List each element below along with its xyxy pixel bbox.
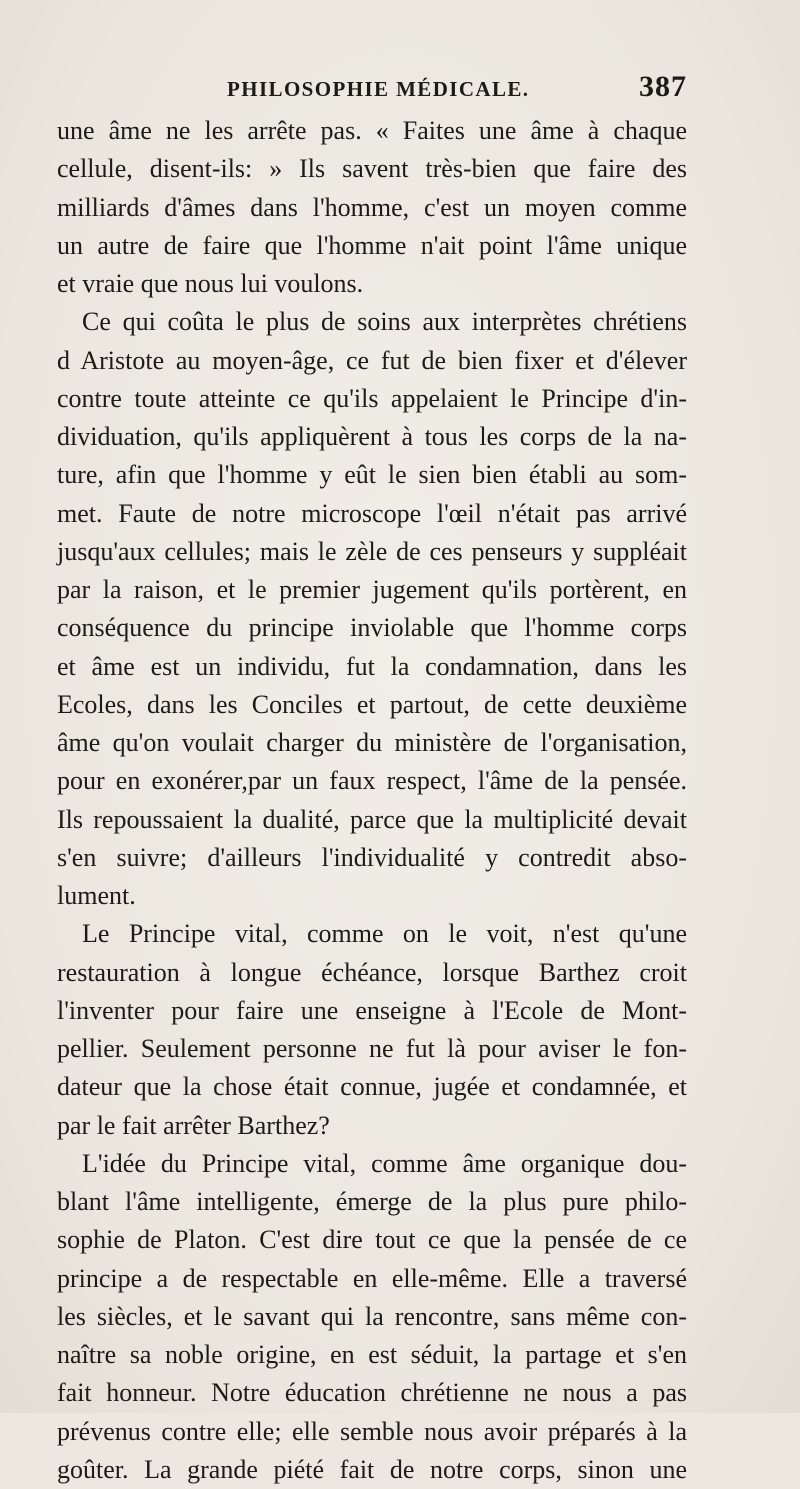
text-line: Ce qui coûta le plus de soins aux interprètes chrétiens <box>82 307 687 337</box>
text-line: naître sa noble origine, en est séduit, la partage et s'en <box>57 1340 687 1369</box>
text-line: contre toute atteinte ce qu'ils appelaient le Principe d'in- <box>57 383 687 413</box>
text-line: pour en exonérer,par un faux respect, l'âme de la pensée. <box>57 766 687 796</box>
text-line: ture, afin que l'homme y eût le sien bien établi au som- <box>57 460 687 490</box>
text-line: Ecoles, dans les Conciles et partout, de cette deuxième <box>57 689 687 719</box>
text-line: pellier. Seulement personne ne fut là pour aviser le fon- <box>57 1034 687 1063</box>
text-line: principe a de respectable en elle-même. Elle a traversé <box>57 1263 687 1293</box>
text-line: Ils repoussaient la dualité, parce que la multiplicité devait <box>57 804 687 834</box>
page-number: 387 <box>639 70 687 103</box>
text-line: cellule, disent-ils: » Ils savent très-bien que faire des <box>57 154 687 184</box>
text-line: goûter. La grande piété fait de notre corps, sinon une <box>57 1454 687 1484</box>
text-line: lument. <box>57 881 136 910</box>
text-line: conséquence du principe inviolable que l'homme corps <box>57 613 687 643</box>
text-line: par la raison, et le premier jugement qu'ils portèrent, en <box>57 575 687 604</box>
text-line: restauration à longue échéance, lorsque Barthez croit <box>57 957 687 987</box>
text-line: fait honneur. Notre éducation chrétienne ne nous a pas <box>57 1378 687 1408</box>
text-line: s'en suivre; d'ailleurs l'individualité y contredit abso- <box>57 842 687 872</box>
text-line: d Aristote au moyen-âge, ce fut de bien fixer et d'élever <box>57 345 687 375</box>
text-line: les siècles, et le savant qui la rencontre, sans même con- <box>57 1301 687 1331</box>
body-text <box>57 112 687 1489</box>
text-line: l'inventer pour faire une enseigne à l'Ecole de Mont- <box>57 995 687 1025</box>
text-line: par le fait arrêter Barthez? <box>57 1110 330 1140</box>
page-header <box>57 70 687 114</box>
text-line: milliards d'âmes dans l'homme, c'est un moyen comme <box>57 192 687 222</box>
text-line: met. Faute de notre microscope l'œil n'était pas arrivé <box>57 498 687 528</box>
text-line: sophie de Platon. C'est dire tout ce que la pensée de ce <box>57 1225 687 1255</box>
text-line: jusqu'aux cellules; mais le zèle de ces penseurs y suppléait <box>57 536 687 566</box>
text-line: Le Principe vital, comme on le voit, n'est qu'une <box>82 919 687 949</box>
text-line: et vraie que nous lui voulons. <box>57 269 364 298</box>
text-line: et âme est un individu, fut la condamnation, dans les <box>57 651 687 681</box>
text-line: dateur que la chose était connue, jugée et condamnée, et <box>57 1072 687 1102</box>
text-line: dividuation, qu'ils appliquèrent à tous les corps de la na- <box>57 422 687 451</box>
text-line: un autre de faire que l'homme n'ait point l'âme unique <box>57 230 687 260</box>
text-line: blant l'âme intelligente, émerge de la plus pure philo- <box>57 1187 687 1216</box>
running-head: PHILOSOPHIE MÉDICALE. <box>227 77 530 101</box>
text-line: âme qu'on voulait charger du ministère de l'organisation, <box>57 728 687 757</box>
text-line: prévenus contre elle; elle semble nous avoir préparés à la <box>57 1416 687 1446</box>
text-line: une âme ne les arrête pas. « Faites une âme à chaque <box>57 116 687 145</box>
text-line: L'idée du Principe vital, comme âme organique dou- <box>82 1148 687 1178</box>
